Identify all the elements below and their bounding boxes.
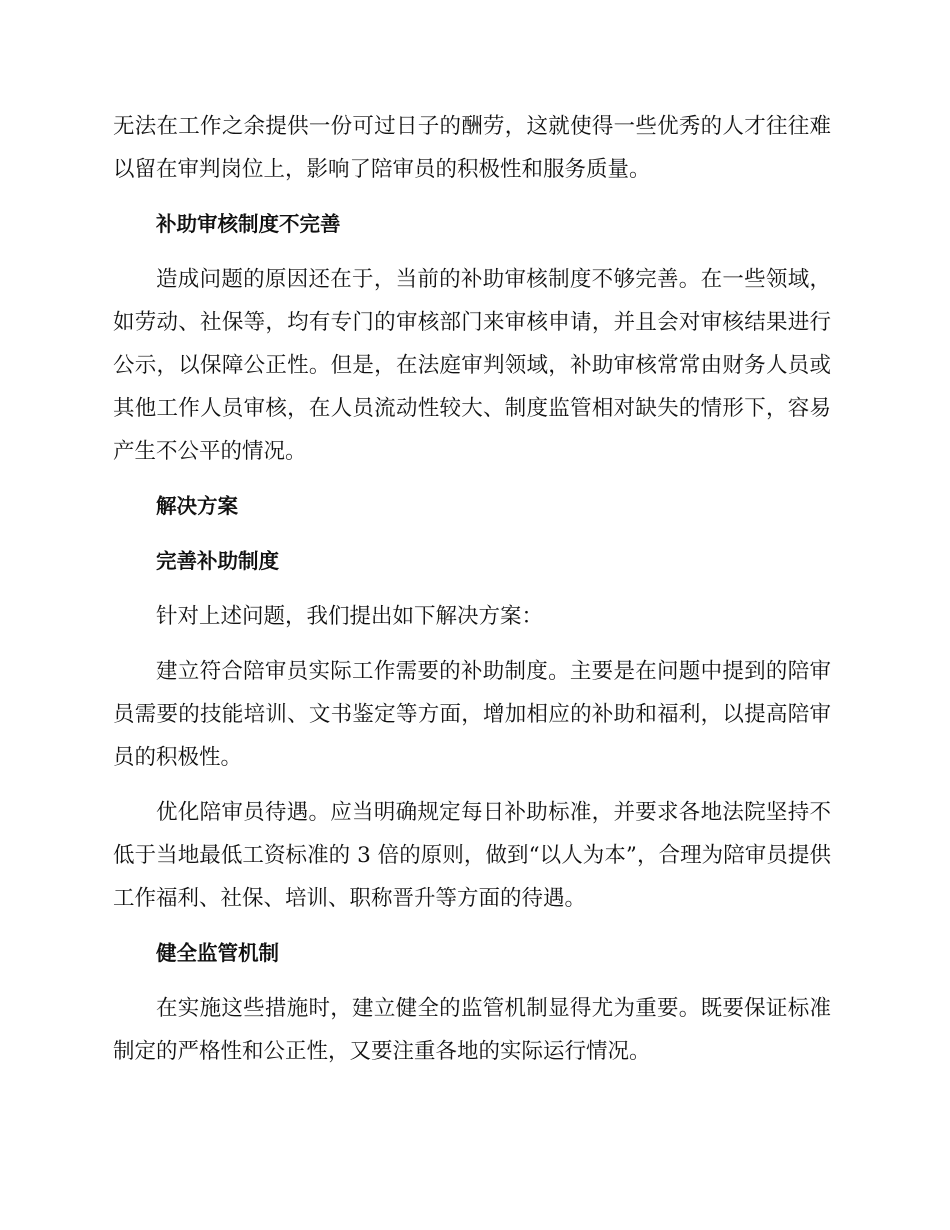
- heading-improve-subsidy: 完善补助制度: [156, 549, 279, 573]
- paragraph-establish-subsidy: 建立符合陪审员实际工作需要的补助制度。主要是在问题中提到的陪审员需要的技能培训、文书鉴定等方面，增加相应的补助和福利，以提高陪审员的积极性。: [113, 659, 831, 770]
- paragraph-continuation: 无法在工作之余提供一份可过日子的酬劳，这就使得一些优秀的人才往往难以留在审判岗位上，影响了陪审员的积极性和服务质量。: [113, 114, 831, 182]
- paragraph-solution-intro: 针对上述问题，我们提出如下解决方案：: [156, 604, 544, 629]
- document-body: [113, 105, 831, 1085]
- paragraph-audit-system: 造成问题的原因还在于，当前的补助审核制度不够完善。在一些领域，如劳动、社保等，均有专门的审核部门来审核申请，并且会对审核结果进行公示，以保障公正性。但是，在法庭审判领域，补助审核常常由财务人员或其他工作人员审核，在人员流动性较大、制度监管相对缺失的情形下，容易产生不公平的情况。: [113, 267, 831, 464]
- paragraph-supervision: 在实施这些措施时，建立健全的监管机制显得尤为重要。既要保证标准制定的严格性和公正性，又要注重各地的实际运行情况。: [113, 996, 831, 1064]
- paragraph-optimize-treatment: 优化陪审员待遇。应当明确规定每日补助标准，并要求各地法院坚持不低于当地最低工资标准的 3 倍的原则，做到“以人为本”，合理为陪审员提供工作福利、社保、培训、职称晋升等方面的待遇。: [113, 800, 831, 911]
- heading-audit-system: 补助审核制度不完善: [156, 212, 341, 236]
- heading-supervision: 健全监管机制: [156, 941, 279, 965]
- heading-solution: 解决方案: [156, 494, 238, 518]
